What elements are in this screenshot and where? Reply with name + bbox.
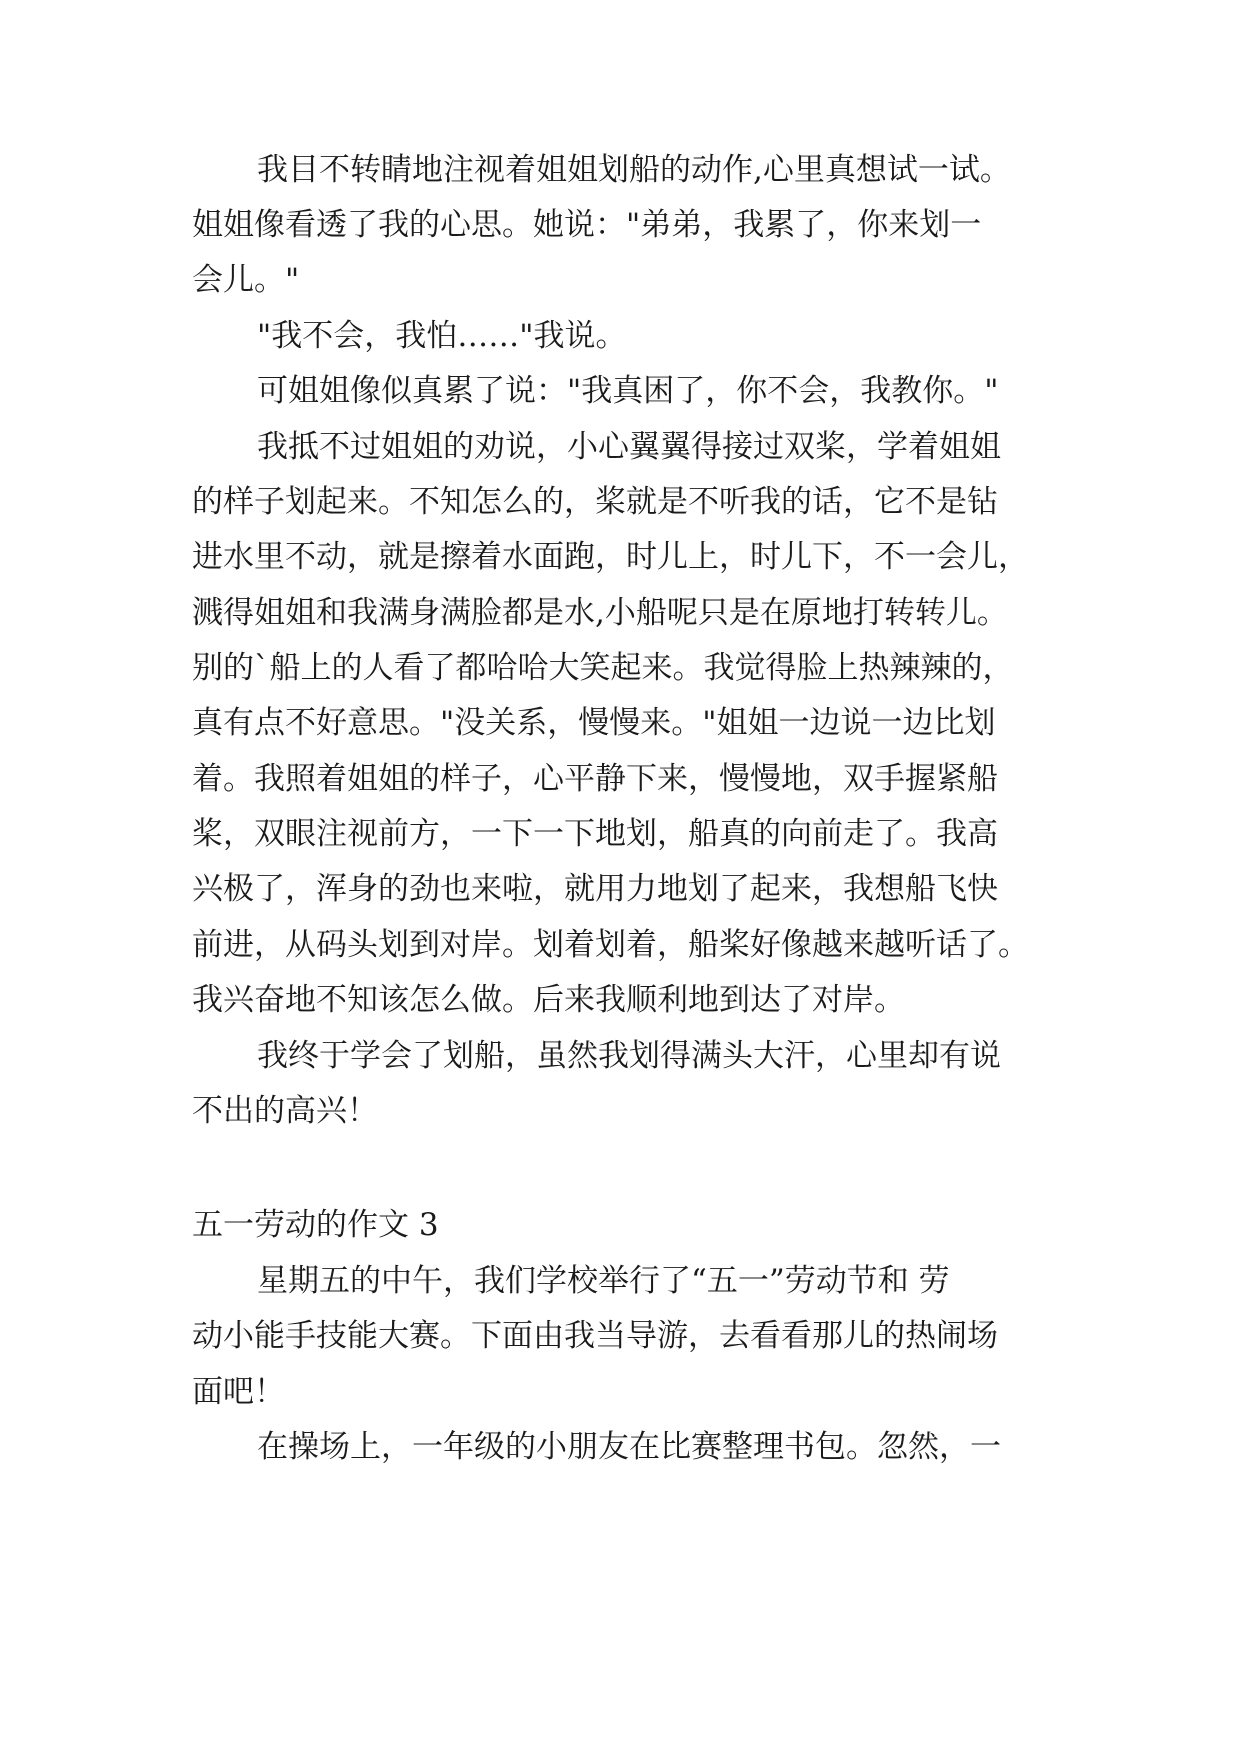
text-line: 动小能手技能大赛。下面由我当导游，去看看那儿的热闹场: [192, 1318, 998, 1354]
text-line: 着。我照着姐姐的样子，心平静下来，慢慢地，双手握紧船: [192, 761, 998, 797]
text-line: 可姐姐像似真累了说："我真困了，你不会，我教你。": [257, 373, 999, 409]
text-line: 别的`船上的人看了都哈哈大笑起来。我觉得脸上热辣辣的，: [192, 650, 1014, 686]
text-line: 我目不转睛地注视着姐姐划船的动作,心里真想试一试。: [257, 152, 1011, 188]
text-line: 的样子划起来。不知怎么的，桨就是不听我的话，它不是钻: [192, 484, 998, 520]
text-line: 不出的高兴！: [192, 1093, 378, 1129]
text-line: 会儿。": [192, 262, 300, 298]
section-heading: 五一劳动的作文 3: [192, 1207, 439, 1243]
text-line: 我抵不过姐姐的劝说，小心翼翼得接过双桨，学着姐姐: [257, 429, 1001, 465]
text-line: 前进，从码头划到对岸。划着划着，船桨好像越来越听话了。: [192, 927, 1029, 963]
text-line: 溅得姐姐和我满身满脸都是水,小船呢只是在原地打转转儿。: [192, 595, 1008, 631]
text-line: 姐姐像看透了我的心思。她说："弟弟，我累了，你来划一: [192, 207, 982, 243]
text-line: 星期五的中午，我们学校举行了“五一”劳动节和 劳: [257, 1263, 950, 1299]
text-line: 我兴奋地不知该怎么做。后来我顺利地到达了对岸。: [192, 982, 905, 1018]
text-line: "我不会，我怕……"我说。: [257, 318, 627, 354]
text-line: 面吧！: [192, 1374, 285, 1410]
text-line: 真有点不好意思。"没关系，慢慢来。"姐姐一边说一边比划: [192, 705, 996, 741]
text-line: 进水里不动，就是擦着水面跑，时儿上，时儿下，不一会儿，: [192, 539, 1029, 575]
text-line: 桨，双眼注视前方，一下一下地划，船真的向前走了。我高: [192, 816, 998, 852]
text-line: 兴极了，浑身的劲也来啦，就用力地划了起来，我想船飞快: [192, 871, 998, 907]
text-line: 我终于学会了划船，虽然我划得满头大汗，心里却有说: [257, 1038, 1001, 1074]
text-line: 在操场上，一年级的小朋友在比赛整理书包。忽然，一: [257, 1429, 1001, 1465]
